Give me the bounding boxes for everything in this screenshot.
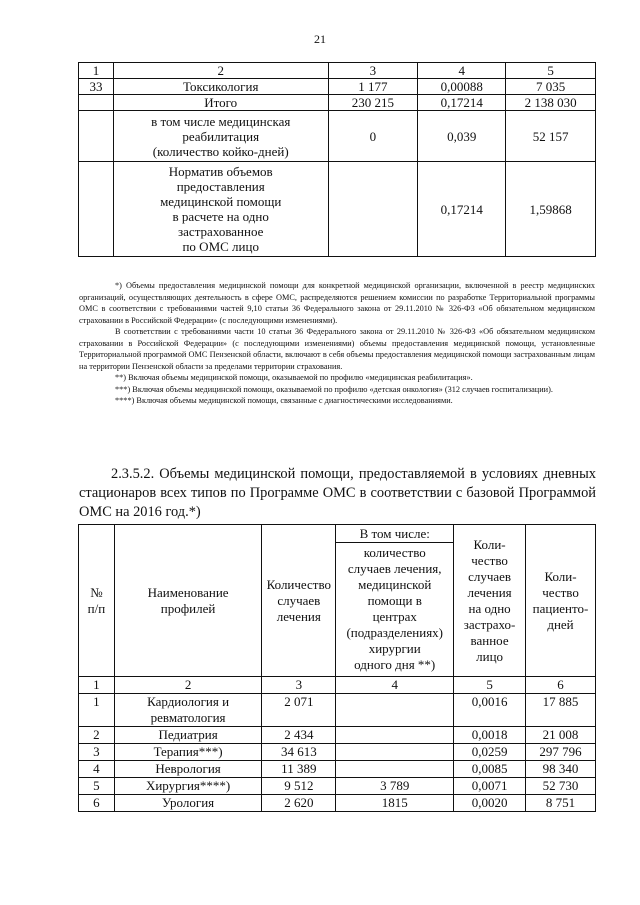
cases-value: 9 512 (262, 778, 336, 795)
header-profile (114, 525, 261, 677)
cell-value: 2 138 030 (506, 95, 596, 111)
text-line: количество (363, 545, 426, 560)
text-line: лечения (276, 608, 321, 624)
profile-name (113, 162, 328, 257)
patient-days-value: 297 796 (526, 744, 596, 761)
col-number: 1 (79, 63, 114, 79)
cell-value: 0 (328, 111, 418, 162)
col-number: 5 (506, 63, 596, 79)
table-row (79, 727, 596, 744)
row-index: 4 (79, 761, 115, 778)
cell-value: 0,17214 (418, 95, 506, 111)
per-insured-value: 0,0259 (454, 744, 526, 761)
table-row (79, 79, 596, 95)
footnote: В соответствии с требованиями части 10 статьи 36 Федерального закона от 29.11.2010 № 326-ФЗ «Об обязательном медицинском страховании в Российской Федерации» (с последующими изменениями) объемы предоставления медицинской помощи, установленные Территориальной программой ОМС Пензенской области, включают в себя объемы предоставления медицинской помощи застрахованным лицам на территории Пензенской области за пределами территории страхования. (79, 327, 595, 371)
one-day-value (336, 761, 454, 778)
text-line: Количество (266, 576, 332, 592)
text-line: предоставления (176, 179, 265, 194)
header-patient-days (526, 525, 596, 677)
row-index: 1 (79, 694, 115, 727)
row-index: 5 (79, 778, 115, 795)
row-index: 6 (79, 795, 115, 812)
text-line: по ОМС лицо (182, 239, 259, 254)
table-row (79, 795, 596, 812)
footnote: ***) Включая объемы медицинской помощи, оказываемой по профилю «детская онкология» (312 случаев госпитализации). (115, 384, 553, 394)
table-row-total (79, 95, 596, 111)
text-line: Норматив объемов (168, 164, 273, 179)
text-line: (количество койко-дней) (152, 144, 289, 159)
col-number: 6 (526, 677, 596, 694)
text-line: застрахованное (178, 224, 264, 239)
text-line: Наименование (147, 584, 229, 600)
header-cases (262, 525, 336, 677)
profile-name (114, 694, 261, 727)
text-line: Кардиология и (147, 694, 230, 709)
cases-value: 2 071 (262, 694, 336, 727)
table-number-row (79, 677, 596, 694)
patient-days-value: 52 730 (526, 778, 596, 795)
col-number: 4 (418, 63, 506, 79)
profile-name: Токсикология (113, 79, 328, 95)
cell-value: 0,039 (418, 111, 506, 162)
cell-value: 7 035 (506, 79, 596, 95)
profile-name: Урология (114, 795, 261, 812)
text-line: лечения (467, 584, 512, 600)
one-day-value: 1815 (336, 795, 454, 812)
col-number: 2 (113, 63, 328, 79)
text-line: (подразделениях) (346, 625, 443, 640)
header-one-day-surgery (336, 543, 454, 677)
footnote: *) Объемы предоставления медицинской помощи для конкретной медицинской организации, включенной в реестр медицинских организаций, осуществляющих деятельность в сфере ОМС, распределяются решением комиссии по разработке Территориальной программы ОМС в соответствии с требованиями частей 9,10 статьи 36 Федерального закона от 29.11.2010 № 326-ФЗ «Об обязательном медицинском страховании в Российской Федерации» (с последующими изменениями). (79, 281, 595, 325)
per-insured-value: 0,0020 (454, 795, 526, 812)
text-line: ревматология (150, 710, 226, 725)
text-line: помощи в (367, 593, 422, 608)
day-hospital-table (78, 524, 596, 812)
per-insured-value: 0,0085 (454, 761, 526, 778)
profile-name: Педиатрия (114, 727, 261, 744)
one-day-value (336, 744, 454, 761)
text-line: случаев лечения, (347, 561, 442, 576)
col-number: 2 (114, 677, 261, 694)
profile-name: Терапия***) (114, 744, 261, 761)
row-index: 33 (79, 79, 114, 95)
cases-value: 2 434 (262, 727, 336, 744)
table-row-norm (79, 162, 596, 257)
text-line: лицо (476, 648, 504, 664)
table-row (79, 778, 596, 795)
col-number: 4 (336, 677, 454, 694)
cell-value: 1,59868 (506, 162, 596, 257)
row-index (79, 162, 114, 257)
text-line: медицинской помощи (160, 194, 282, 209)
text-line: центрах (372, 609, 417, 624)
text-line: хирургии (368, 641, 421, 656)
cases-value: 2 620 (262, 795, 336, 812)
header-number (79, 525, 115, 677)
text-line: чество (542, 584, 579, 600)
table-header-row (79, 525, 596, 543)
header-per-insured (454, 525, 526, 677)
row-index: 2 (79, 727, 115, 744)
footnote: **) Включая объемы медицинской помощи, оказываемой по профилю «медицинская реабилитация». (115, 373, 473, 382)
text-line: случаев (468, 568, 512, 584)
per-insured-value: 0,0016 (454, 694, 526, 727)
table-header-row (79, 63, 596, 79)
text-line: дней (547, 616, 574, 632)
patient-days-value: 8 751 (526, 795, 596, 812)
cell-value: 52 157 (506, 111, 596, 162)
text-line: ванное (470, 632, 509, 648)
col-number: 3 (328, 63, 418, 79)
text-line: на одно (468, 600, 511, 616)
page-number: 21 (314, 32, 326, 46)
cases-value: 34 613 (262, 744, 336, 761)
one-day-value (336, 694, 454, 727)
profile-name (113, 111, 328, 162)
row-index (79, 95, 114, 111)
table-row-rehab (79, 111, 596, 162)
one-day-value (336, 727, 454, 744)
cell-value: 1 177 (328, 79, 418, 95)
col-number: 1 (79, 677, 115, 694)
patient-days-value: 21 008 (526, 727, 596, 744)
profile-name: Хирургия****) (114, 778, 261, 795)
cell-value: 0,00088 (418, 79, 506, 95)
text-line: Коли- (473, 536, 506, 552)
col-number: 3 (262, 677, 336, 694)
row-index: 3 (79, 744, 115, 761)
volume-table-top (78, 62, 596, 257)
header-including: В том числе: (336, 525, 454, 543)
cell-value: 230 215 (328, 95, 418, 111)
text-line: Коли- (544, 568, 577, 584)
text-line: реабилитация (182, 129, 260, 144)
text-line: застрахо- (463, 616, 516, 632)
text-line: чество (471, 552, 508, 568)
text-line: случаев (277, 592, 321, 608)
table-row (79, 744, 596, 761)
section-heading: 2.3.5.2. Объемы медицинской помощи, предоставляемой в условиях дневных стационаров всех типов по Программе ОМС в соответствии с базовой Программой ОМС на 2016 год.*) (79, 466, 596, 520)
profile-name: Неврология (114, 761, 261, 778)
table-row (79, 694, 596, 727)
text-line: медицинской (358, 577, 432, 592)
text-line: в расчете на одно (172, 209, 269, 224)
text-line: № (90, 584, 103, 600)
footnote: ****) Включая объемы медицинской помощи, связанные с диагностическими исследованиями. (115, 396, 453, 405)
cell-value: 0,17214 (418, 162, 506, 257)
text-line: одного дня **) (354, 657, 436, 672)
cases-value: 11 389 (262, 761, 336, 778)
patient-days-value: 17 885 (526, 694, 596, 727)
table-row (79, 761, 596, 778)
profile-name: Итого (113, 95, 328, 111)
per-insured-value: 0,0071 (454, 778, 526, 795)
text-line: пациенто- (532, 600, 589, 616)
row-index (79, 111, 114, 162)
patient-days-value: 98 340 (526, 761, 596, 778)
cell-value (328, 162, 418, 257)
text-line: профилей (160, 600, 216, 616)
text-line: в том числе медицинская (151, 114, 291, 129)
text-line: п/п (87, 600, 106, 616)
one-day-value: 3 789 (336, 778, 454, 795)
footnotes (79, 280, 595, 407)
col-number: 5 (454, 677, 526, 694)
per-insured-value: 0,0018 (454, 727, 526, 744)
